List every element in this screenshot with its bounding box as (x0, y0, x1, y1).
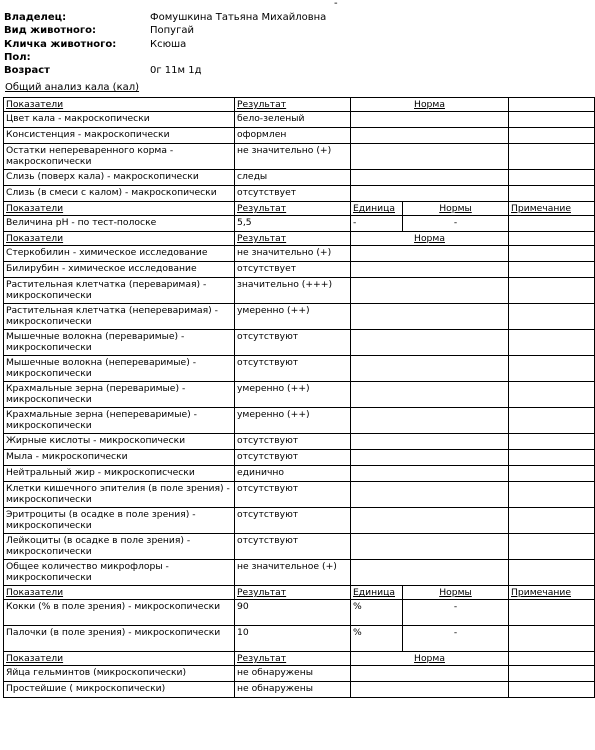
empty-cell (509, 560, 595, 586)
empty-cell (509, 186, 595, 202)
table-row (4, 330, 595, 356)
result-cell: умеренно (++) (235, 304, 351, 330)
table-row (4, 144, 595, 170)
table-row (4, 170, 595, 186)
norm-cell (351, 356, 509, 382)
indicator-cell: Палочки (в поле зрения) - микроскопически (4, 626, 235, 652)
section-header (4, 98, 595, 112)
norm-cell (351, 408, 509, 434)
indicator-cell: Слизь (поверх кала) - макроскопически (4, 170, 235, 186)
col-norm-header: Нормы (403, 586, 509, 600)
col-indicator-header: Показатели (4, 586, 235, 600)
table-row (4, 262, 595, 278)
note-cell (509, 626, 595, 652)
indicator-cell: Слизь (в смеси с калом) - макроскопически (4, 186, 235, 202)
empty-cell (509, 170, 595, 186)
owner-value: Фомушкина Татьяна Михайловна (150, 12, 327, 23)
norm-cell (351, 508, 509, 534)
table-row (4, 482, 595, 508)
empty-cell (509, 450, 595, 466)
indicator-cell: Остатки непереваренного корма - макроскопически (4, 144, 235, 170)
indicator-cell: Простейшие ( микроскопически) (4, 682, 235, 698)
indicator-cell: Нейтральный жир - микроскопиcчески (4, 466, 235, 482)
result-cell: не обнаружены (235, 682, 351, 698)
empty-cell (509, 356, 595, 382)
analysis-title: Общий анализ кала (кал) (5, 82, 140, 93)
table-row (4, 434, 595, 450)
indicator-cell: Мыла - микроскопически (4, 450, 235, 466)
unit-cell: % (351, 626, 403, 652)
table-row (4, 666, 595, 682)
table-row (4, 246, 595, 262)
note-cell (509, 600, 595, 626)
col-indicator-header: Показатели (4, 202, 235, 216)
col-indicator-header: Показатели (4, 652, 235, 666)
norm-cell: - (403, 626, 509, 652)
empty-cell (509, 534, 595, 560)
result-cell: отсутствует (235, 262, 351, 278)
result-cell: следы (235, 170, 351, 186)
empty-cell (509, 232, 595, 246)
norm-cell (351, 434, 509, 450)
empty-cell (509, 666, 595, 682)
empty-cell (509, 330, 595, 356)
unit-cell: % (351, 600, 403, 626)
norm-cell (351, 382, 509, 408)
table-row (4, 216, 595, 232)
indicator-cell: Крахмальные зерна (непереваримые) - микроскопически (4, 408, 235, 434)
result-cell: единично (235, 466, 351, 482)
indicator-cell: Клетки кишечного эпителия (в поле зрения) - микроскопически (4, 482, 235, 508)
table-row (4, 408, 595, 434)
col-norm-header: Нормы (403, 202, 509, 216)
indicator-cell: Крахмальные зерна (переваримые) - микроскопически (4, 382, 235, 408)
indicator-cell: Общее количество микрофлоры - микроскопически (4, 560, 235, 586)
norm-cell (351, 144, 509, 170)
result-cell: отсутствуют (235, 330, 351, 356)
species-label: Вид животного: (4, 25, 97, 37)
empty-cell (509, 434, 595, 450)
sex-label: Пол: (4, 51, 31, 63)
section-header (4, 232, 595, 246)
col-unit-header: Единица (351, 586, 403, 600)
result-cell: отсутствуют (235, 356, 351, 382)
col-norm-header: Норма (351, 232, 509, 246)
indicator-cell: Билирубин - химическое исследование (4, 262, 235, 278)
note-cell (509, 216, 595, 232)
owner-label: Владелец: (4, 12, 67, 23)
empty-cell (509, 304, 595, 330)
table-row (4, 382, 595, 408)
indicator-cell: Растительная клетчатка (непереваримая) - микроскопически (4, 304, 235, 330)
norm-cell (351, 682, 509, 698)
col-norm-header: Норма (351, 98, 509, 112)
table-row (4, 682, 595, 698)
col-indicator-header: Показатели (4, 98, 235, 112)
empty-cell (509, 98, 595, 112)
age-row (4, 65, 589, 78)
norm-cell (351, 482, 509, 508)
col-result-header: Результат (235, 232, 351, 246)
norm-cell: - (403, 216, 509, 232)
pet-name-value: Ксюша (150, 38, 187, 50)
empty-cell (509, 652, 595, 666)
owner-row (4, 12, 589, 25)
result-cell: не значительное (+) (235, 560, 351, 586)
table-row (4, 508, 595, 534)
empty-cell (509, 382, 595, 408)
page-mark: - (334, 0, 338, 9)
table-row (4, 128, 595, 144)
section-header (4, 652, 595, 666)
norm-cell: - (403, 600, 509, 626)
norm-cell (351, 534, 509, 560)
indicator-cell: Жирные кислоты - микроскопически (4, 434, 235, 450)
result-cell: 10 (235, 626, 351, 652)
table-row (4, 600, 595, 626)
result-cell: значительно (+++) (235, 278, 351, 304)
col-result-header: Результат (235, 652, 351, 666)
norm-cell (351, 262, 509, 278)
col-result-header: Результат (235, 202, 351, 216)
table-row (4, 304, 595, 330)
result-cell: отсутствуют (235, 450, 351, 466)
norm-cell (351, 666, 509, 682)
result-cell: не обнаружены (235, 666, 351, 682)
col-note-header: Примечание (509, 586, 595, 600)
result-cell: отсутствует (235, 186, 351, 202)
table-row (4, 450, 595, 466)
indicator-cell: Растительная клетчатка (переваримая) - микроскопически (4, 278, 235, 304)
norm-cell (351, 278, 509, 304)
empty-cell (509, 144, 595, 170)
table-row (4, 626, 595, 652)
result-cell: умеренно (++) (235, 408, 351, 434)
table-row (4, 560, 595, 586)
indicator-cell: Кокки (% в поле зрения) - микроскопически (4, 600, 235, 626)
empty-cell (509, 408, 595, 434)
norm-cell (351, 112, 509, 128)
sex-row (4, 52, 589, 65)
patient-header (4, 12, 589, 78)
indicator-cell: Цвет кала - макроскопически (4, 112, 235, 128)
norm-cell (351, 304, 509, 330)
table-row (4, 534, 595, 560)
result-cell: не значительно (+) (235, 144, 351, 170)
indicator-cell: Яйца гельминтов (микроскопически) (4, 666, 235, 682)
result-cell: умеренно (++) (235, 382, 351, 408)
section-header (4, 586, 595, 600)
empty-cell (509, 466, 595, 482)
indicator-cell: Стеркобилин - химическое исследование (4, 246, 235, 262)
col-result-header: Результат (235, 98, 351, 112)
table-row (4, 278, 595, 304)
empty-cell (509, 482, 595, 508)
result-cell: отсутствуют (235, 482, 351, 508)
table-row (4, 186, 595, 202)
norm-cell (351, 246, 509, 262)
table-row (4, 466, 595, 482)
result-cell: 90 (235, 600, 351, 626)
pet-name-label: Кличка животного: (4, 38, 117, 50)
col-result-header: Результат (235, 586, 351, 600)
norm-cell (351, 170, 509, 186)
section-header (4, 202, 595, 216)
empty-cell (509, 508, 595, 534)
col-norm-header: Норма (351, 652, 509, 666)
results-table (3, 97, 595, 698)
col-note-header: Примечание (509, 202, 595, 216)
empty-cell (509, 278, 595, 304)
norm-cell (351, 128, 509, 144)
empty-cell (509, 112, 595, 128)
species-row (4, 25, 589, 38)
result-cell: отсутствуют (235, 534, 351, 560)
norm-cell (351, 466, 509, 482)
empty-cell (509, 262, 595, 278)
empty-cell (509, 682, 595, 698)
result-cell: отсутствуют (235, 508, 351, 534)
indicator-cell: Величина pH - по тест-полоске (4, 216, 235, 232)
col-unit-header: Единица (351, 202, 403, 216)
age-value: 0г 11м 1д (150, 65, 202, 77)
table-row (4, 112, 595, 128)
empty-cell (509, 128, 595, 144)
col-indicator-header: Показатели (4, 232, 235, 246)
result-cell: 5,5 (235, 216, 351, 232)
empty-cell (509, 246, 595, 262)
norm-cell (351, 450, 509, 466)
pet-name-row (4, 39, 589, 52)
age-label: Возраст (4, 65, 50, 77)
result-cell: оформлен (235, 128, 351, 144)
indicator-cell: Эритроциты (в осадке в поле зрения) - микроскопически (4, 508, 235, 534)
result-cell: отсутствуют (235, 434, 351, 450)
result-cell: бело-зеленый (235, 112, 351, 128)
norm-cell (351, 560, 509, 586)
table-row (4, 356, 595, 382)
indicator-cell: Мышечные волокна (непереваримые) - микроскопически (4, 356, 235, 382)
species-value: Попугай (150, 25, 194, 37)
indicator-cell: Консистенция - макроскопически (4, 128, 235, 144)
unit-cell: - (351, 216, 403, 232)
norm-cell (351, 186, 509, 202)
indicator-cell: Мышечные волокна (переваримые) - микроскопически (4, 330, 235, 356)
indicator-cell: Лейкоциты (в осадке в поле зрения) - микроскопически (4, 534, 235, 560)
result-cell: не значительно (+) (235, 246, 351, 262)
norm-cell (351, 330, 509, 356)
